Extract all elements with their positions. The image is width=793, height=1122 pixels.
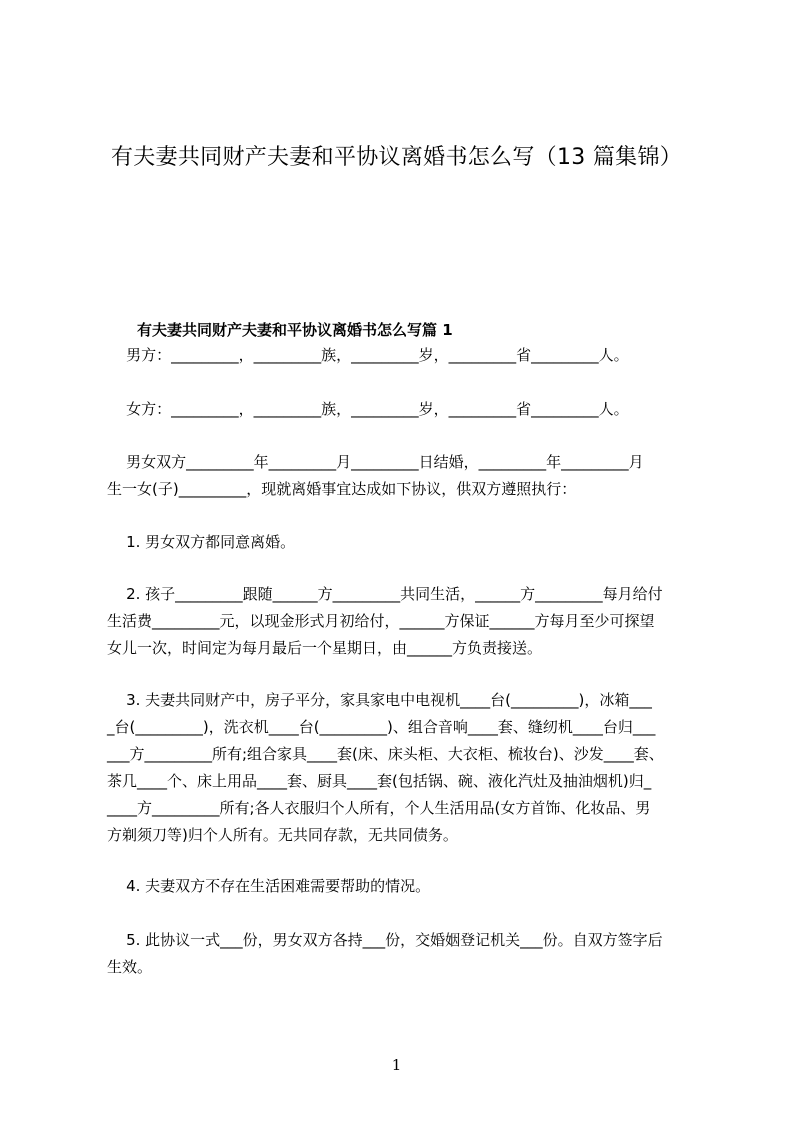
text-line: 女儿一次，时间定为每月最后一个星期日，由______方负责接送。 <box>107 639 543 657</box>
text-line: 生一女(子)_________，现就离婚事宜达成如下协议，供双方遵照执行： <box>107 480 577 498</box>
text-line: 方剃须刀等)归个人所有。无共同存款，无共同债务。 <box>107 826 458 844</box>
clause-5 <box>107 927 707 981</box>
text-line: 男方：_________，_________族，_________岁，_________省_________人。 <box>107 346 629 364</box>
page-number: 1 <box>391 1056 402 1074</box>
text-line: 生效。 <box>107 958 153 976</box>
clause-3 <box>107 687 707 849</box>
text-line: 3. 夫妻共同财产中，房子平分，家具家电中电视机____台(_________)，冰箱___ <box>107 691 652 709</box>
text-line: 生活费_________元，以现金形式月初给付，______方保证______方每月至少可探望 <box>107 612 655 630</box>
text-line: 男女双方_________年_________月_________日结婚，_________年_________月 <box>107 453 644 471</box>
text-line: 5. 此协议一式___份，男女双方各持___份，交婚姻登记机关___份。自双方签字后 <box>107 931 663 949</box>
text-line: 1. 男女双方都同意离婚。 <box>107 533 296 551</box>
clause-4 <box>107 873 707 900</box>
text-line: 2. 孩子_________跟随______方_________共同生活，______方_________每月给付 <box>107 585 663 603</box>
text-line: 4. 夫妻双方不存在生活困难需要帮助的情况。 <box>107 877 431 895</box>
text-line: ____方_________所有;各人衣服归个人所有，个人生活用品(女方首饰、化妆品、男 <box>107 799 651 817</box>
male-party-line <box>107 342 707 369</box>
text-line: _台(_________)，洗衣机____台(_________)、组合音响____套、缝纫机____台归___ <box>107 718 656 736</box>
clause-2 <box>107 581 707 662</box>
text-line: ___方_________所有;组合家具____套(床、床头柜、大衣柜、梳妆台)、沙发____套、 <box>107 745 664 763</box>
text-line: 女方：_________，_________族，_________岁，_________省_________人。 <box>107 400 629 418</box>
document-title: 有夫妻共同财产夫妻和平协议离婚书怎么写（13 篇集锦） <box>110 145 683 170</box>
text-line: 茶几____个、床上用品____套、厨具____套(包括锅、碗、液化汽灶及抽油烟机)归_ <box>107 772 652 790</box>
female-party-line <box>107 396 707 423</box>
clause-1 <box>107 529 707 556</box>
section-heading: 有夫妻共同财产夫妻和平协议离婚书怎么写篇 1 <box>137 321 453 339</box>
marriage-paragraph <box>107 449 707 503</box>
